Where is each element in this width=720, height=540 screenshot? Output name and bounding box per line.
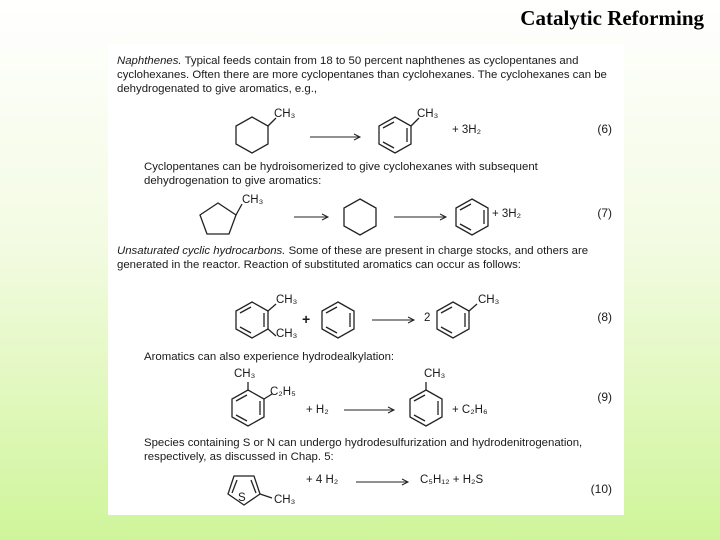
eq9-methyl-label: CH₃: [234, 368, 256, 380]
hydrodesulfurization-paragraph: Species containing S or N can undergo hydrodesulfurization and hydrodenitrogenation, respectively, as discussed in Chap. 5:: [144, 437, 583, 463]
slide-title: Catalytic Reforming: [520, 6, 704, 30]
eq6-toluene-methyl-label: CH₃: [417, 108, 439, 120]
equation-7-number: (7): [597, 206, 612, 220]
equation-6-number: (6): [597, 122, 612, 136]
equation-6: [108, 106, 624, 164]
equation-9-number: (9): [597, 390, 612, 404]
cyclohexane-ring: [344, 199, 376, 235]
eq9-hydrogen-reagent: + H₂: [306, 404, 329, 416]
equation-8: [108, 294, 624, 346]
reaction-arrow-7b: [394, 214, 446, 220]
cyclopentanes-paragraph: Cyclopentanes can be hydroisomerized to give cyclohexanes with subsequent dehydrogenation to give aromatics:: [144, 161, 538, 187]
equation-8-structures: [108, 294, 624, 346]
equation-7: [108, 192, 624, 242]
xylene-ring: [236, 302, 276, 338]
reaction-arrow-9: [344, 407, 394, 413]
scanned-page: [108, 44, 624, 515]
naphthenes-text: Typical feeds contain from 18 to 50 percent naphthenes as cyclopentanes and cyclohexanes. Often there are more cyclopentanes than cyclohexanes. The cyclohexanes can be dehydrogenated to give aromatics, e.g.,: [117, 55, 607, 95]
eq6-hydrogen-product: + 3H₂: [452, 124, 482, 136]
methylcyclohexane-ring: [236, 117, 268, 153]
equation-10-number: (10): [590, 482, 612, 496]
eq10-hydrogen-reagent: + 4 H₂: [306, 474, 339, 486]
unsaturated-paragraph: [117, 244, 617, 272]
eq8-top-methyl-label: CH₃: [276, 294, 298, 306]
equation-10-structures: [108, 470, 624, 514]
unsaturated-text: Some of these are present in charge stocks, and others are generated in the reactor. Reaction of substituted aromatics can occur as follows:: [117, 245, 589, 271]
eq8-plus: +: [302, 311, 311, 327]
equation-10: [108, 470, 624, 514]
eq6-methyl-label: CH₃: [274, 108, 296, 120]
eq10-methyl-label: CH₃: [274, 494, 296, 506]
reaction-arrow-7a: [294, 214, 328, 220]
eq7-methyl-label: CH₃: [242, 194, 264, 206]
benzene-ring-7: [456, 199, 488, 235]
eq10-sulfur-label: S: [238, 492, 246, 504]
ethyltoluene-ring: [232, 382, 272, 426]
equation-9: [108, 368, 624, 438]
eq8-bottom-methyl-label: CH₃: [276, 328, 298, 340]
toluene-ring-8: [437, 302, 477, 338]
eq10-products: C₅H₁₂ + H₂S: [420, 474, 484, 486]
eq9-ethane-product: + C₂H₆: [452, 404, 488, 416]
hydrodealkylation-paragraph: Aromatics can also experience hydrodealkylation:: [144, 351, 395, 363]
equation-8-number: (8): [597, 310, 612, 324]
reaction-arrow-6: [310, 134, 360, 140]
reaction-arrow-10: [356, 479, 408, 485]
unsaturated-heading: Unsaturated cyclic hydrocarbons.: [117, 245, 286, 257]
toluene-ring-9: [410, 382, 442, 426]
eq9-ethyl-label: C₂H₅: [270, 386, 296, 398]
equation-7-structures: [108, 192, 624, 242]
eq8-coefficient: 2: [424, 312, 431, 324]
eq7-hydrogen-product: + 3H₂: [492, 208, 522, 220]
eq9-product-methyl-label: CH₃: [424, 368, 446, 380]
equation-9-structures: [108, 368, 624, 438]
toluene-ring: [379, 117, 419, 153]
benzene-ring-8: [322, 302, 354, 338]
naphthenes-heading: Naphthenes.: [117, 55, 182, 67]
methylcyclopentane-ring: [200, 203, 242, 234]
eq8-product-methyl-label: CH₃: [478, 294, 500, 306]
reaction-arrow-8: [372, 317, 414, 323]
methylthiophene-ring: [228, 476, 272, 505]
naphthenes-paragraph: [117, 54, 617, 96]
equation-6-structures: [108, 106, 624, 164]
